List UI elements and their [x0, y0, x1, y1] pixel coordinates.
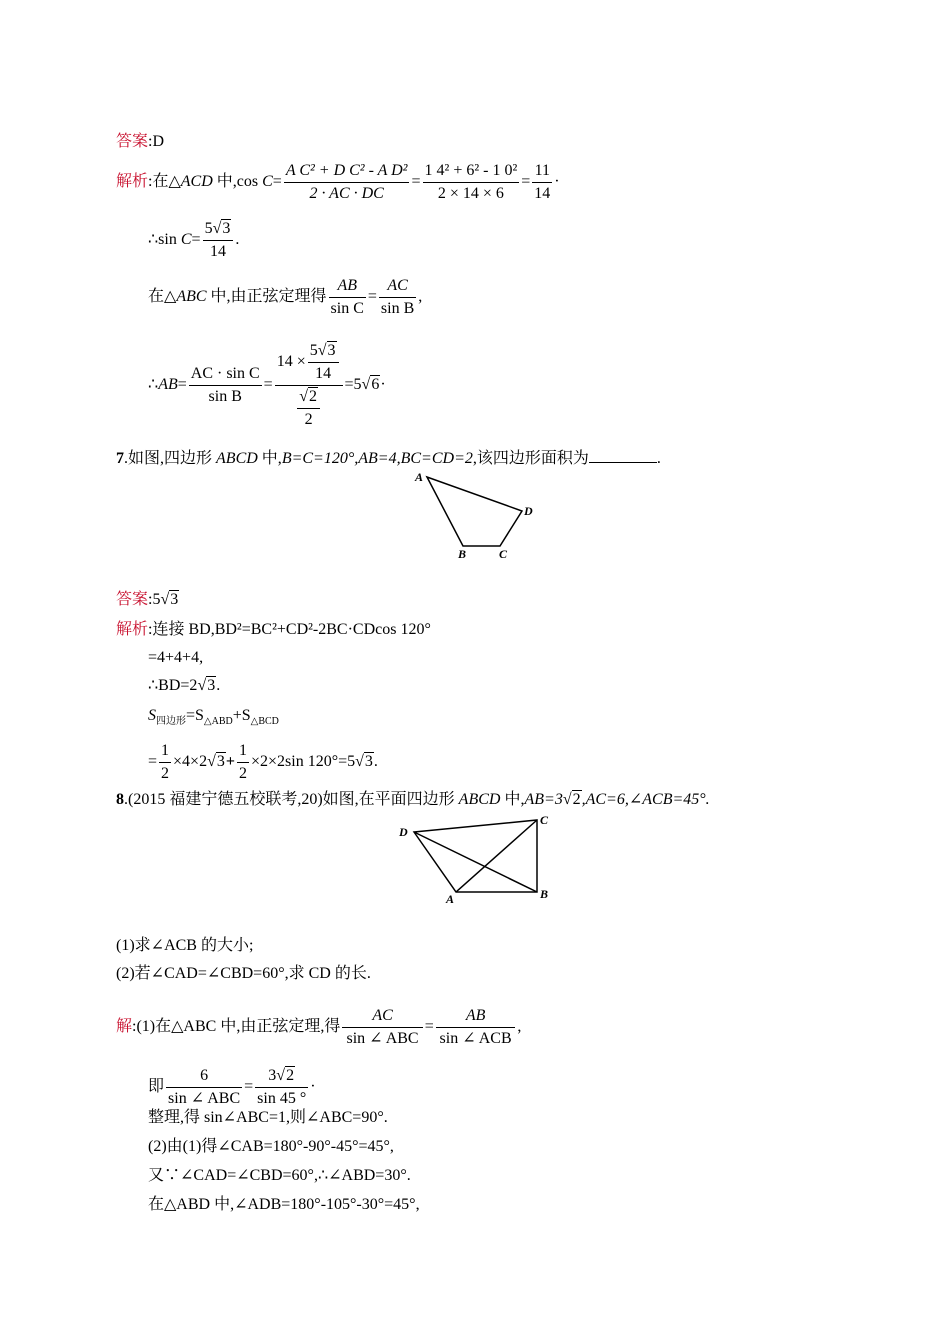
text: ×4×2 — [173, 753, 208, 771]
fraction-half-1 — [159, 740, 171, 785]
radicand: 2 — [286, 1067, 295, 1084]
solution-6-line-1: 解析:在△ACD 中,cos C= $\frac{\text{A C² + D C² - A D²}}{2 \cdot AC \cdot DC}$ = $\frac{\text{1 4² + 6² - 1 0²}}{2 \times 14 \times 6}$ = $\frac{11}{14}$ · — [116, 160, 560, 205]
subscript: △BCD — [250, 716, 279, 728]
label-c: C — [540, 813, 549, 827]
label-d: D — [399, 825, 408, 839]
solution-label: 解析 — [116, 621, 149, 638]
solution-8-line-5 — [148, 1166, 411, 1186]
triangle-name: ABC — [176, 288, 207, 306]
radicand: 3 — [364, 753, 373, 771]
inner-fraction — [308, 340, 339, 385]
fraction-ab-values — [275, 340, 343, 431]
denominator: 2 — [304, 411, 313, 428]
solution-7-line-5: = $\frac{1}{2}$ ×4×2√3+ $\frac{1}{2}$ ×2×2sin 120°=5√3. — [148, 740, 378, 785]
solution-8-line-2: 即 $\frac{6}{\text{sin ∠ ABC}}$ = $\frac{3√2}{\sin 45 ^\circ}$ · — [148, 1065, 316, 1110]
denominator: sin ∠ ABC — [168, 1090, 241, 1107]
subscript: 四边形 — [156, 716, 186, 728]
text: 在△ — [148, 288, 177, 306]
quad-name: ABCD — [216, 450, 258, 467]
text: 中,由正弦定理得 — [206, 288, 327, 306]
denominator: sin ∠ ABC — [346, 1030, 419, 1047]
numerator: 6 — [166, 1065, 242, 1088]
denominator: 14 — [315, 365, 332, 382]
fraction-cos-values — [423, 160, 520, 205]
answer-7: 答案:5√3 — [116, 591, 179, 608]
answer-label: 答案 — [116, 591, 149, 608]
denominator: 2 — [161, 765, 170, 782]
fraction-ab-expr — [189, 363, 262, 408]
fraction-cos-law — [284, 160, 410, 205]
solution-6-line-3: 在△ABC 中,由正弦定理得 $\frac{AB}{\text{sin C}}$ = $\frac{AC}{\text{sin B}}$ , — [148, 275, 422, 320]
denominator: sin B — [380, 300, 415, 317]
text: =5 — [344, 376, 362, 394]
conditions: B=C=120°,AB=4,BC=CD=2 — [281, 450, 473, 467]
text: .如图,四边形 — [124, 450, 217, 467]
radicand: 3 — [170, 591, 179, 608]
solution-7-line-4 — [148, 706, 279, 726]
numerator: 1 — [159, 740, 171, 763]
numerator: AC — [379, 275, 416, 298]
fraction-half-2 — [237, 740, 249, 785]
var-c: C — [180, 231, 192, 249]
answer-label: 答案 — [116, 133, 149, 150]
denominator: 2 · AC · DC — [309, 185, 384, 202]
text: + — [225, 753, 235, 771]
label-d: D — [524, 504, 533, 518]
solution-label: 解 — [116, 1018, 133, 1036]
solution-8-line-3 — [148, 1108, 388, 1128]
label-c: C — [499, 547, 508, 561]
text: 中,cos — [212, 173, 263, 191]
denominator — [275, 386, 343, 431]
solution-7-line-1 — [116, 620, 431, 640]
text: 中, — [500, 791, 525, 808]
solution-7-line-2 — [148, 648, 203, 668]
text: :(1)在△ABC 中,由正弦定理,得 — [132, 1018, 341, 1036]
radicand: 2 — [309, 388, 317, 405]
denominator: sin 45 ° — [257, 1090, 307, 1107]
answer-6 — [116, 132, 164, 152]
numerator: 5√3 — [203, 218, 234, 241]
numerator: √2 — [297, 386, 320, 409]
text: 整理,得 sin∠ABC=1,则∠ABC=90°. — [148, 1109, 388, 1126]
numerator: A C² + D C² - A D² — [284, 160, 410, 183]
subscript: △ABD — [203, 716, 233, 728]
label-a: A — [446, 892, 455, 906]
fraction-cos-result — [532, 160, 552, 205]
text: (2)由(1)得∠CAB=180°-90°-45°=45°, — [148, 1138, 394, 1155]
question-8: 8.(2015 福建宁德五校联考,20)如图,在平面四边形 ABCD 中,AB=3√2,AC=6,∠ACB=45°. — [116, 791, 710, 808]
quad-shape — [427, 477, 522, 546]
diagonal-bd — [414, 832, 537, 892]
text: 14 × — [276, 353, 306, 371]
text: (2)若∠CAD=∠CBD=60°,求 CD 的长. — [116, 965, 371, 982]
solution-6-line-2: ∴sin C= $\frac{5√3}{14}$ . — [148, 218, 239, 263]
radicand: 3 — [207, 677, 216, 694]
fraction-ac-sinabc — [342, 1005, 422, 1050]
text: ∴BD=2 — [148, 677, 198, 694]
text: ,该四边形面积为 — [472, 450, 589, 467]
numerator: AC · sin C — [189, 363, 262, 386]
text: =S — [186, 707, 204, 724]
quad-name: ABCD — [458, 791, 501, 808]
triangle-name: ACD — [180, 173, 213, 191]
text: :连接 BD,BD²=BC²+CD²-2BC·CDcos 120° — [148, 621, 431, 638]
var-c: C — [262, 173, 273, 191]
text: +S — [232, 707, 251, 724]
text: ∴ — [148, 376, 159, 394]
label-b: B — [540, 887, 549, 901]
label-a: A — [415, 470, 424, 484]
fraction-6-sinabc — [166, 1065, 242, 1110]
denominator: 14 — [534, 185, 551, 202]
fraction-ab-sinacb — [436, 1005, 516, 1050]
numerator: AB — [436, 1005, 516, 1028]
denominator: 2 — [238, 765, 247, 782]
denominator: sin ∠ ACB — [439, 1030, 512, 1047]
inner-fraction — [297, 386, 320, 431]
text: ×2×2sin 120°=5 — [250, 753, 356, 771]
question-number: 8 — [116, 791, 124, 808]
text: :5 — [148, 591, 161, 608]
text: (1)求∠ACB 的大小; — [116, 937, 254, 954]
text: ∴sin — [148, 231, 181, 249]
text: 中, — [257, 450, 282, 467]
text: = — [272, 173, 282, 191]
fraction-3root2-sin45 — [255, 1065, 308, 1110]
answer-blank[interactable] — [589, 448, 657, 463]
solution-7-line-3: ∴BD=2√3. — [148, 677, 221, 694]
text: 又∵∠CAD=∠CBD=60°,∴∠ABD=30°. — [148, 1167, 411, 1184]
text: 即 — [148, 1078, 165, 1096]
radicand: 6 — [371, 376, 380, 394]
fraction-ab-sinc — [329, 275, 366, 320]
solution-label: 解析 — [116, 173, 149, 191]
numerator: 3√2 — [255, 1065, 308, 1088]
answer-value: :D — [148, 133, 165, 150]
solution-8-line-4 — [148, 1137, 394, 1157]
coefficient: 5 — [204, 220, 213, 237]
coefficient: 5 — [309, 342, 318, 359]
denominator: 14 — [209, 243, 226, 260]
question-8-part-2 — [116, 964, 371, 984]
question-8-part-1 — [116, 936, 253, 956]
solution-8-line-1: 解:(1)在△ABC 中,由正弦定理,得 $\frac{AC}{\text{sin ∠ ABC}}$ = $\frac{AB}{\text{sin ∠ ACB}}$ , — [116, 1005, 521, 1050]
text: .(2015 福建宁德五校联考,20)如图,在平面四边形 — [124, 791, 459, 808]
var-ab: AB — [158, 376, 178, 394]
var-s: S — [148, 707, 156, 724]
question-7 — [116, 448, 661, 469]
numerator: AC — [342, 1005, 422, 1028]
solution-6-line-4: ∴AB= $\frac{\text{AC · sin C}}{\text{sin B}}$ = 14 × $\frac{5√3}{14}$ $\frac{√2}{2}$ =5√6· — [148, 340, 386, 431]
radicand: 2 — [572, 791, 581, 808]
numerator: AB — [329, 275, 366, 298]
denominator: sin B — [208, 388, 242, 405]
figure-7-quadrilateral — [405, 465, 545, 565]
numerator — [275, 340, 343, 386]
quad-shape — [414, 820, 537, 892]
coefficient: 3 — [268, 1067, 277, 1084]
question-number: 7 — [116, 450, 124, 467]
text: . — [656, 450, 661, 467]
text: 在△ABD 中,∠ADB=180°-105°-30°=45°, — [148, 1196, 420, 1213]
text: :在△ — [148, 173, 181, 191]
figure-8-quadrilateral — [392, 810, 562, 910]
text: =4+4+4, — [148, 649, 204, 666]
diagonal-ac — [456, 820, 537, 892]
radicand: 3 — [327, 342, 336, 359]
radicand: 3 — [216, 753, 225, 771]
conditions: ,AC=6,∠ACB=45°. — [581, 791, 710, 808]
radicand: 3 — [222, 220, 231, 237]
fraction-ac-sinb — [379, 275, 416, 320]
numerator: 1 — [237, 740, 249, 763]
fraction-sin-c — [203, 218, 234, 263]
numerator: 11 — [532, 160, 552, 183]
numerator: 5√3 — [308, 340, 339, 363]
denominator: 2 × 14 × 6 — [437, 185, 504, 202]
denominator: sin C — [330, 300, 364, 317]
numerator: 1 4² + 6² - 1 0² — [423, 160, 520, 183]
text: = — [148, 753, 158, 771]
conditions: AB=3 — [524, 791, 563, 808]
label-b: B — [458, 547, 467, 561]
solution-8-line-6 — [148, 1195, 420, 1215]
